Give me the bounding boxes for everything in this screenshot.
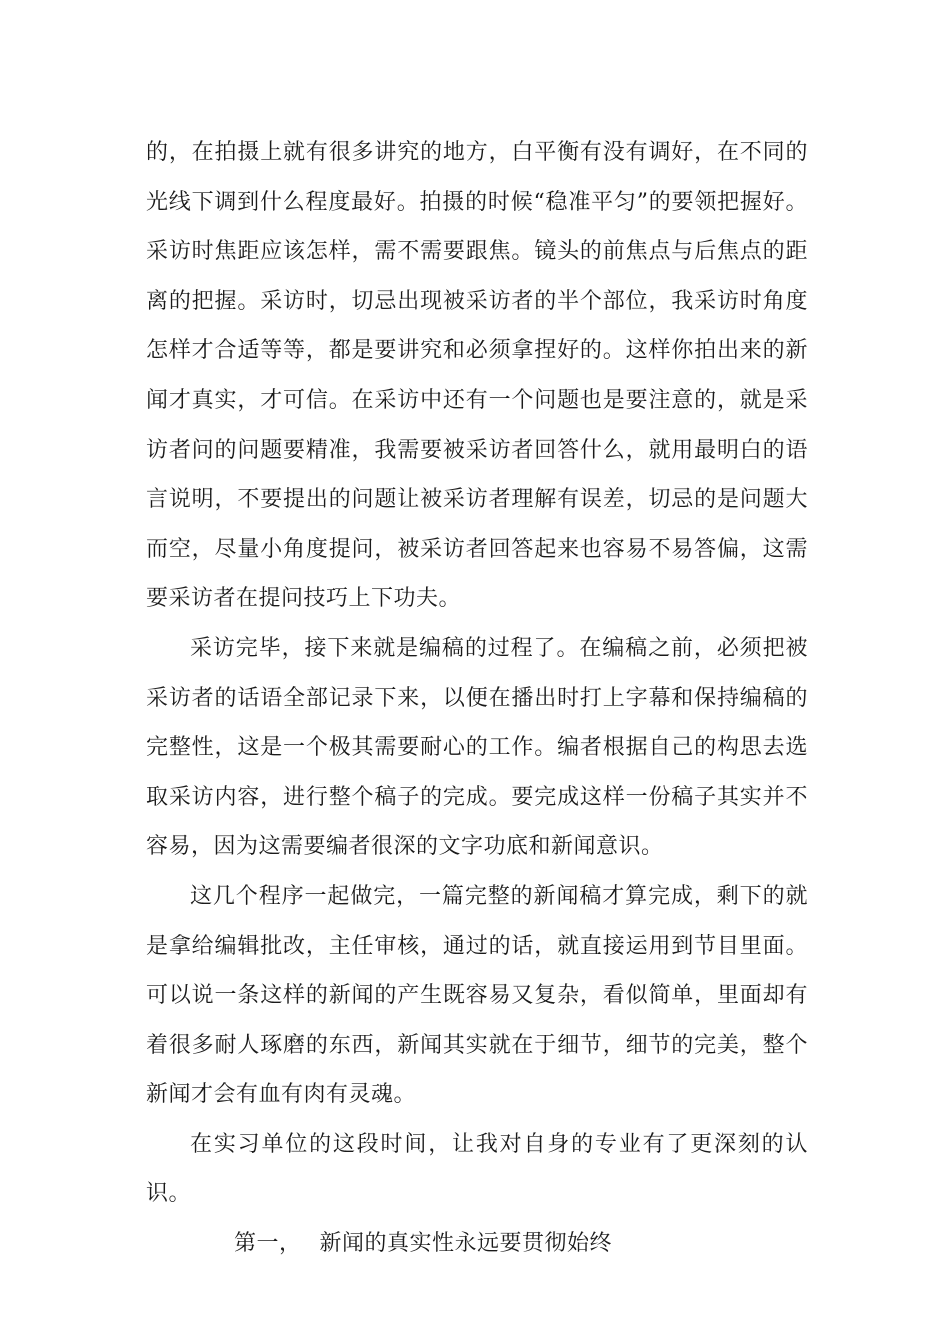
paragraph-2: 采访完毕，接下来就是编稿的过程了。在编稿之前，必须把被采访者的话语全部记录下来，以便在播出时打上字幕和保持编稿的完整性，这是一个极其需要耐心的工作。编者根据自己的构思去选取采访内容，进行整个稿子的完成。要完成这样一份稿子其实并不容易，因为这需要编者很深的文字功底和新闻意识。: [146, 635, 808, 860]
document-body: [146, 128, 808, 1269]
paragraph-3: 这几个程序一起做完，一篇完整的新闻稿才算完成，剩下的就是拿给编辑批改，主任审核，通过的话，就直接运用到节目里面。可以说一条这样的新闻的产生既容易又复杂，看似简单，里面却有着很多耐人琢磨的东西，新闻其实就在于细节，细节的完美，整个新闻才会有血有肉有灵魂。: [146, 883, 808, 1108]
paragraph-4: 在实习单位的这段时间，让我对自身的专业有了更深刻的认识。: [146, 1131, 808, 1207]
section-heading: [146, 1219, 808, 1269]
paragraph-1: 的，在拍摄上就有很多讲究的地方，白平衡有没有调好，在不同的光线下调到什么程度最好。拍摄的时候“稳准平匀”的要领把握好。采访时焦距应该怎样，需不需要跟焦。镜头的前焦点与后焦点的距离的把握。采访时，切忌出现被采访者的半个部位，我采访时角度怎样才合适等等，都是要讲究和必须拿捏好的。这样你拍出来的新闻才真实，才可信。在采访中还有一个问题也是要注意的，就是采访者问的问题要精准，我需要被采访者回答什么，就用最明白的语言说明，不要提出的问题让被采访者理解有误差，切忌的是问题大而空，尽量小角度提问，被采访者回答起来也容易不易答偏，这需要采访者在提问技巧上下功夫。: [146, 140, 808, 612]
section-heading-number: 第一，: [234, 1231, 302, 1257]
section-heading-text: 新闻的真实性永远要贯彻始终: [319, 1231, 613, 1257]
